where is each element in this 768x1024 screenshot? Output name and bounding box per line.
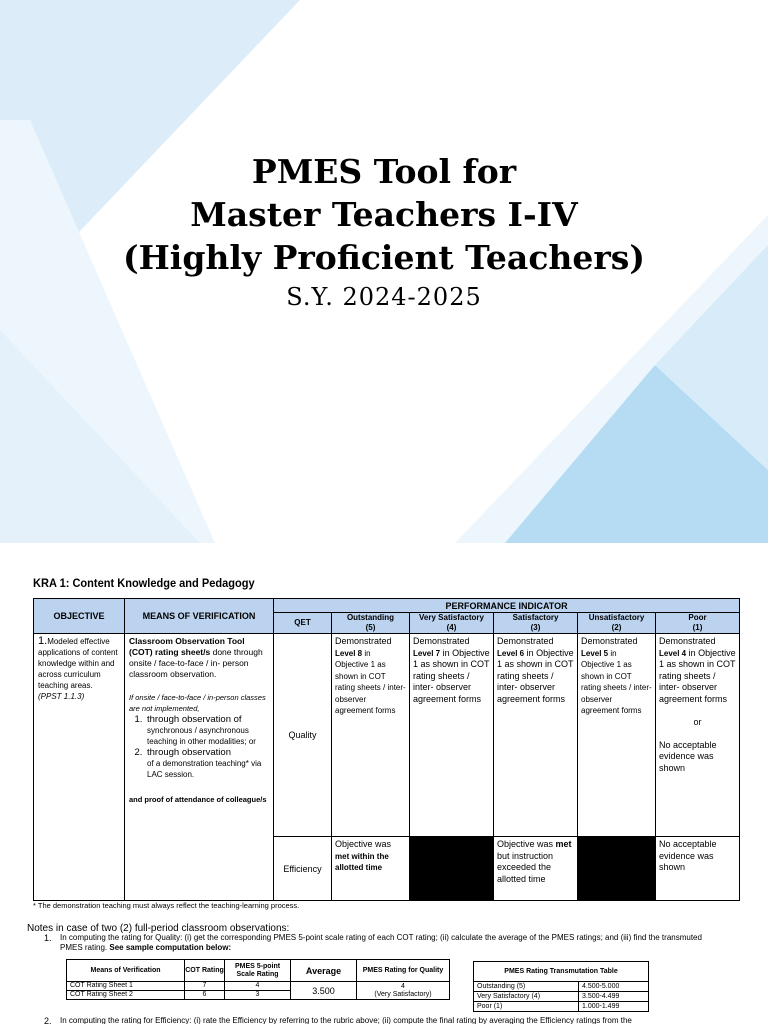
mov-options-list (145, 714, 269, 780)
cell-post: in Objective 1 as shown in COT rating sheets / inter- observer agreement forms (497, 647, 574, 704)
mov-option-2-main: through observation (147, 747, 231, 758)
header-mov: MEANS OF VERIFICATION (125, 599, 274, 634)
objective-text-b: knowledge within and across curriculum teaching areas. (38, 659, 115, 690)
note-1-number: 1. (44, 933, 52, 943)
level-score: (2) (611, 623, 622, 632)
objective-number: 1. (38, 635, 48, 647)
level-name: Poor (688, 613, 707, 622)
cell-post: in Objective 1 as shown in COT rating sheets / inter- observer agreement forms (413, 647, 490, 704)
trans-range: 3.500-4.499 (579, 992, 649, 1002)
quality-outstanding (332, 634, 410, 837)
mov-option-2-sub: of a demonstration teaching* via LAC session. (147, 759, 262, 779)
level-name: Outstanding (346, 613, 395, 622)
level-name: Very Satisfactory (419, 613, 484, 622)
trans-label: Poor (1) (474, 1002, 579, 1012)
header-qet: QET (274, 613, 332, 634)
cell-or: or (693, 716, 702, 727)
level-score: (3) (530, 623, 541, 632)
cell-level: Level 5 (581, 648, 609, 658)
efficiency-very-satisfactory-na (410, 837, 494, 901)
table-row (474, 982, 649, 992)
header-performance-indicator: PERFORMANCE INDICATOR (274, 599, 740, 613)
note-1-bold: See sample computation below: (109, 943, 232, 952)
cell-pre: Demonstrated (497, 636, 554, 646)
header-poor (656, 613, 740, 634)
mov-note: If onsite / face-to-face / in-person classes are not implemented, (129, 693, 266, 713)
kra-title: KRA 1: Content Knowledge and Pedagogy (33, 576, 255, 590)
sample-computation-table (66, 959, 450, 1000)
header-very-satisfactory (410, 613, 494, 634)
efficiency-outstanding (332, 837, 410, 901)
cell-a: Objective was (335, 839, 392, 849)
cover-title-line-2: Master Teachers I-IV (190, 195, 578, 234)
efficiency-poor: No acceptable evidence was shown (656, 837, 740, 901)
cell-post: in Objective 1 as shown in COT rating sheets / inter- observer agreement forms (581, 648, 652, 715)
sample-cell-cot: 7 (185, 982, 225, 991)
trans-range: 4.500-5.000 (579, 982, 649, 992)
sample-cell-average: 3.500 (291, 982, 357, 1000)
sample-header-cot: COT Rating (185, 960, 225, 982)
objective-text-a: Modeled effective applications of content (38, 637, 118, 657)
cover-title-line-1: PMES Tool for (251, 152, 517, 191)
objective-ppst-ref: (PPST 1.1.3) (38, 692, 85, 701)
sample-cell-mov: COT Rating Sheet 2 (67, 991, 185, 1000)
cell-alt: No acceptable evidence was shown (659, 739, 717, 773)
trans-label: Very Satisfactory (4) (474, 992, 579, 1002)
table-row (474, 1002, 649, 1012)
trans-label: Outstanding (5) (474, 982, 579, 992)
qet-quality-label: Quality (274, 634, 332, 837)
cover-title-block (0, 150, 768, 313)
note-2-number: 2. (44, 1016, 52, 1024)
objective-cell (34, 634, 125, 901)
note-1-text: In computing the rating for Quality: (i) get the corresponding PMES 5-point scale rating of each COT rating; (ii) calculate the average of the PMES ratings; and (iii) find the transmuted PMES rating. (60, 933, 702, 952)
quality-label: (Very Satisfactory) (374, 990, 432, 998)
mov-option-1-sub: synchronous / asynchronous teaching in other modalities; or (147, 726, 256, 746)
sample-header-mov: Means of Verification (67, 960, 185, 982)
quality-value: 4 (401, 982, 405, 990)
sample-header-pmes: PMES 5-point Scale Rating (225, 960, 291, 982)
mov-line-a: (COT) rating sheet/s (129, 647, 211, 657)
quality-very-satisfactory (410, 634, 494, 837)
cell-pre: Demonstrated (335, 636, 392, 646)
mov-line-b: done through onsite / face-to-face / in- person classroom observation. (129, 647, 263, 679)
sample-cell-quality (357, 982, 450, 1000)
cell-c: the allotted time (335, 851, 389, 872)
transmutation-table (473, 961, 649, 1012)
cell-b: met (555, 839, 572, 849)
quality-unsatisfactory (578, 634, 656, 837)
note-item-1 (44, 933, 724, 953)
header-objective: OBJECTIVE (34, 599, 125, 634)
cell-a: Objective was (497, 839, 556, 849)
level-name: Satisfactory (512, 613, 559, 622)
mov-cell (125, 634, 274, 901)
cell-pre: Demonstrated (659, 636, 716, 646)
sample-cell-pmes: 4 (225, 982, 291, 991)
efficiency-satisfactory (494, 837, 578, 901)
note-2-text: In computing the rating for Efficiency: (i) rate the Efficiency by referring to the rubric above; (ii) compute the final rating by averaging the Efficiency ratings from the (60, 1016, 632, 1024)
cell-level: Level 8 (335, 648, 363, 658)
mov-proof: and proof of attendance of colleague/s (129, 795, 267, 804)
cell-post: in Objective 1 as shown in COT rating sheets / inter- observer agreement forms (335, 648, 406, 715)
sample-cell-mov: COT Rating Sheet 1 (67, 982, 185, 991)
kra-rubric-table (33, 598, 740, 901)
trans-range: 1.000-1.499 (579, 1002, 649, 1012)
quality-satisfactory (494, 634, 578, 837)
sample-header-quality: PMES Rating for Quality (357, 960, 450, 982)
note-item-2 (44, 1016, 724, 1024)
cell-level: Level 7 (413, 648, 441, 658)
notes-title: Notes in case of two (2) full-period classroom observations: (27, 923, 290, 934)
cell-level: Level 4 (659, 648, 687, 658)
cell-b: met within (335, 851, 375, 861)
level-score: (1) (692, 623, 703, 632)
sample-header-average: Average (291, 960, 357, 982)
cover-subtitle: S.Y. 2024-2025 (286, 283, 482, 311)
header-satisfactory (494, 613, 578, 634)
sample-cell-cot: 6 (185, 991, 225, 1000)
header-unsatisfactory (578, 613, 656, 634)
efficiency-unsatisfactory-na (578, 837, 656, 901)
header-outstanding (332, 613, 410, 634)
level-score: (4) (446, 623, 457, 632)
transmutation-title: PMES Rating Transmutation Table (474, 962, 649, 982)
mov-option-2 (145, 747, 269, 780)
quality-poor (656, 634, 740, 837)
footnote: * The demonstration teaching must always reflect the teaching-learning process. (33, 901, 300, 910)
table-row (474, 992, 649, 1002)
table-row (67, 982, 450, 991)
mov-title: Classroom Observation Tool (129, 636, 245, 646)
cover-title-line-3: (Highly Proficient Teachers) (123, 238, 645, 277)
level-name: Unsatisfactory (588, 613, 645, 622)
cell-post: in Objective 1 as shown in COT rating sheets / inter- observer agreement forms (659, 647, 736, 704)
cell-pre: Demonstrated (581, 636, 638, 646)
sample-cell-pmes: 3 (225, 991, 291, 1000)
qet-efficiency-label: Efficiency (274, 837, 332, 901)
mov-option-1 (145, 714, 269, 747)
level-score: (5) (365, 623, 376, 632)
cell-pre: Demonstrated (413, 636, 470, 646)
cell-level: Level 6 (497, 648, 525, 658)
mov-option-1-main: through observation of (147, 714, 242, 725)
cell-c: but instruction exceeded the allotted time (497, 850, 554, 884)
